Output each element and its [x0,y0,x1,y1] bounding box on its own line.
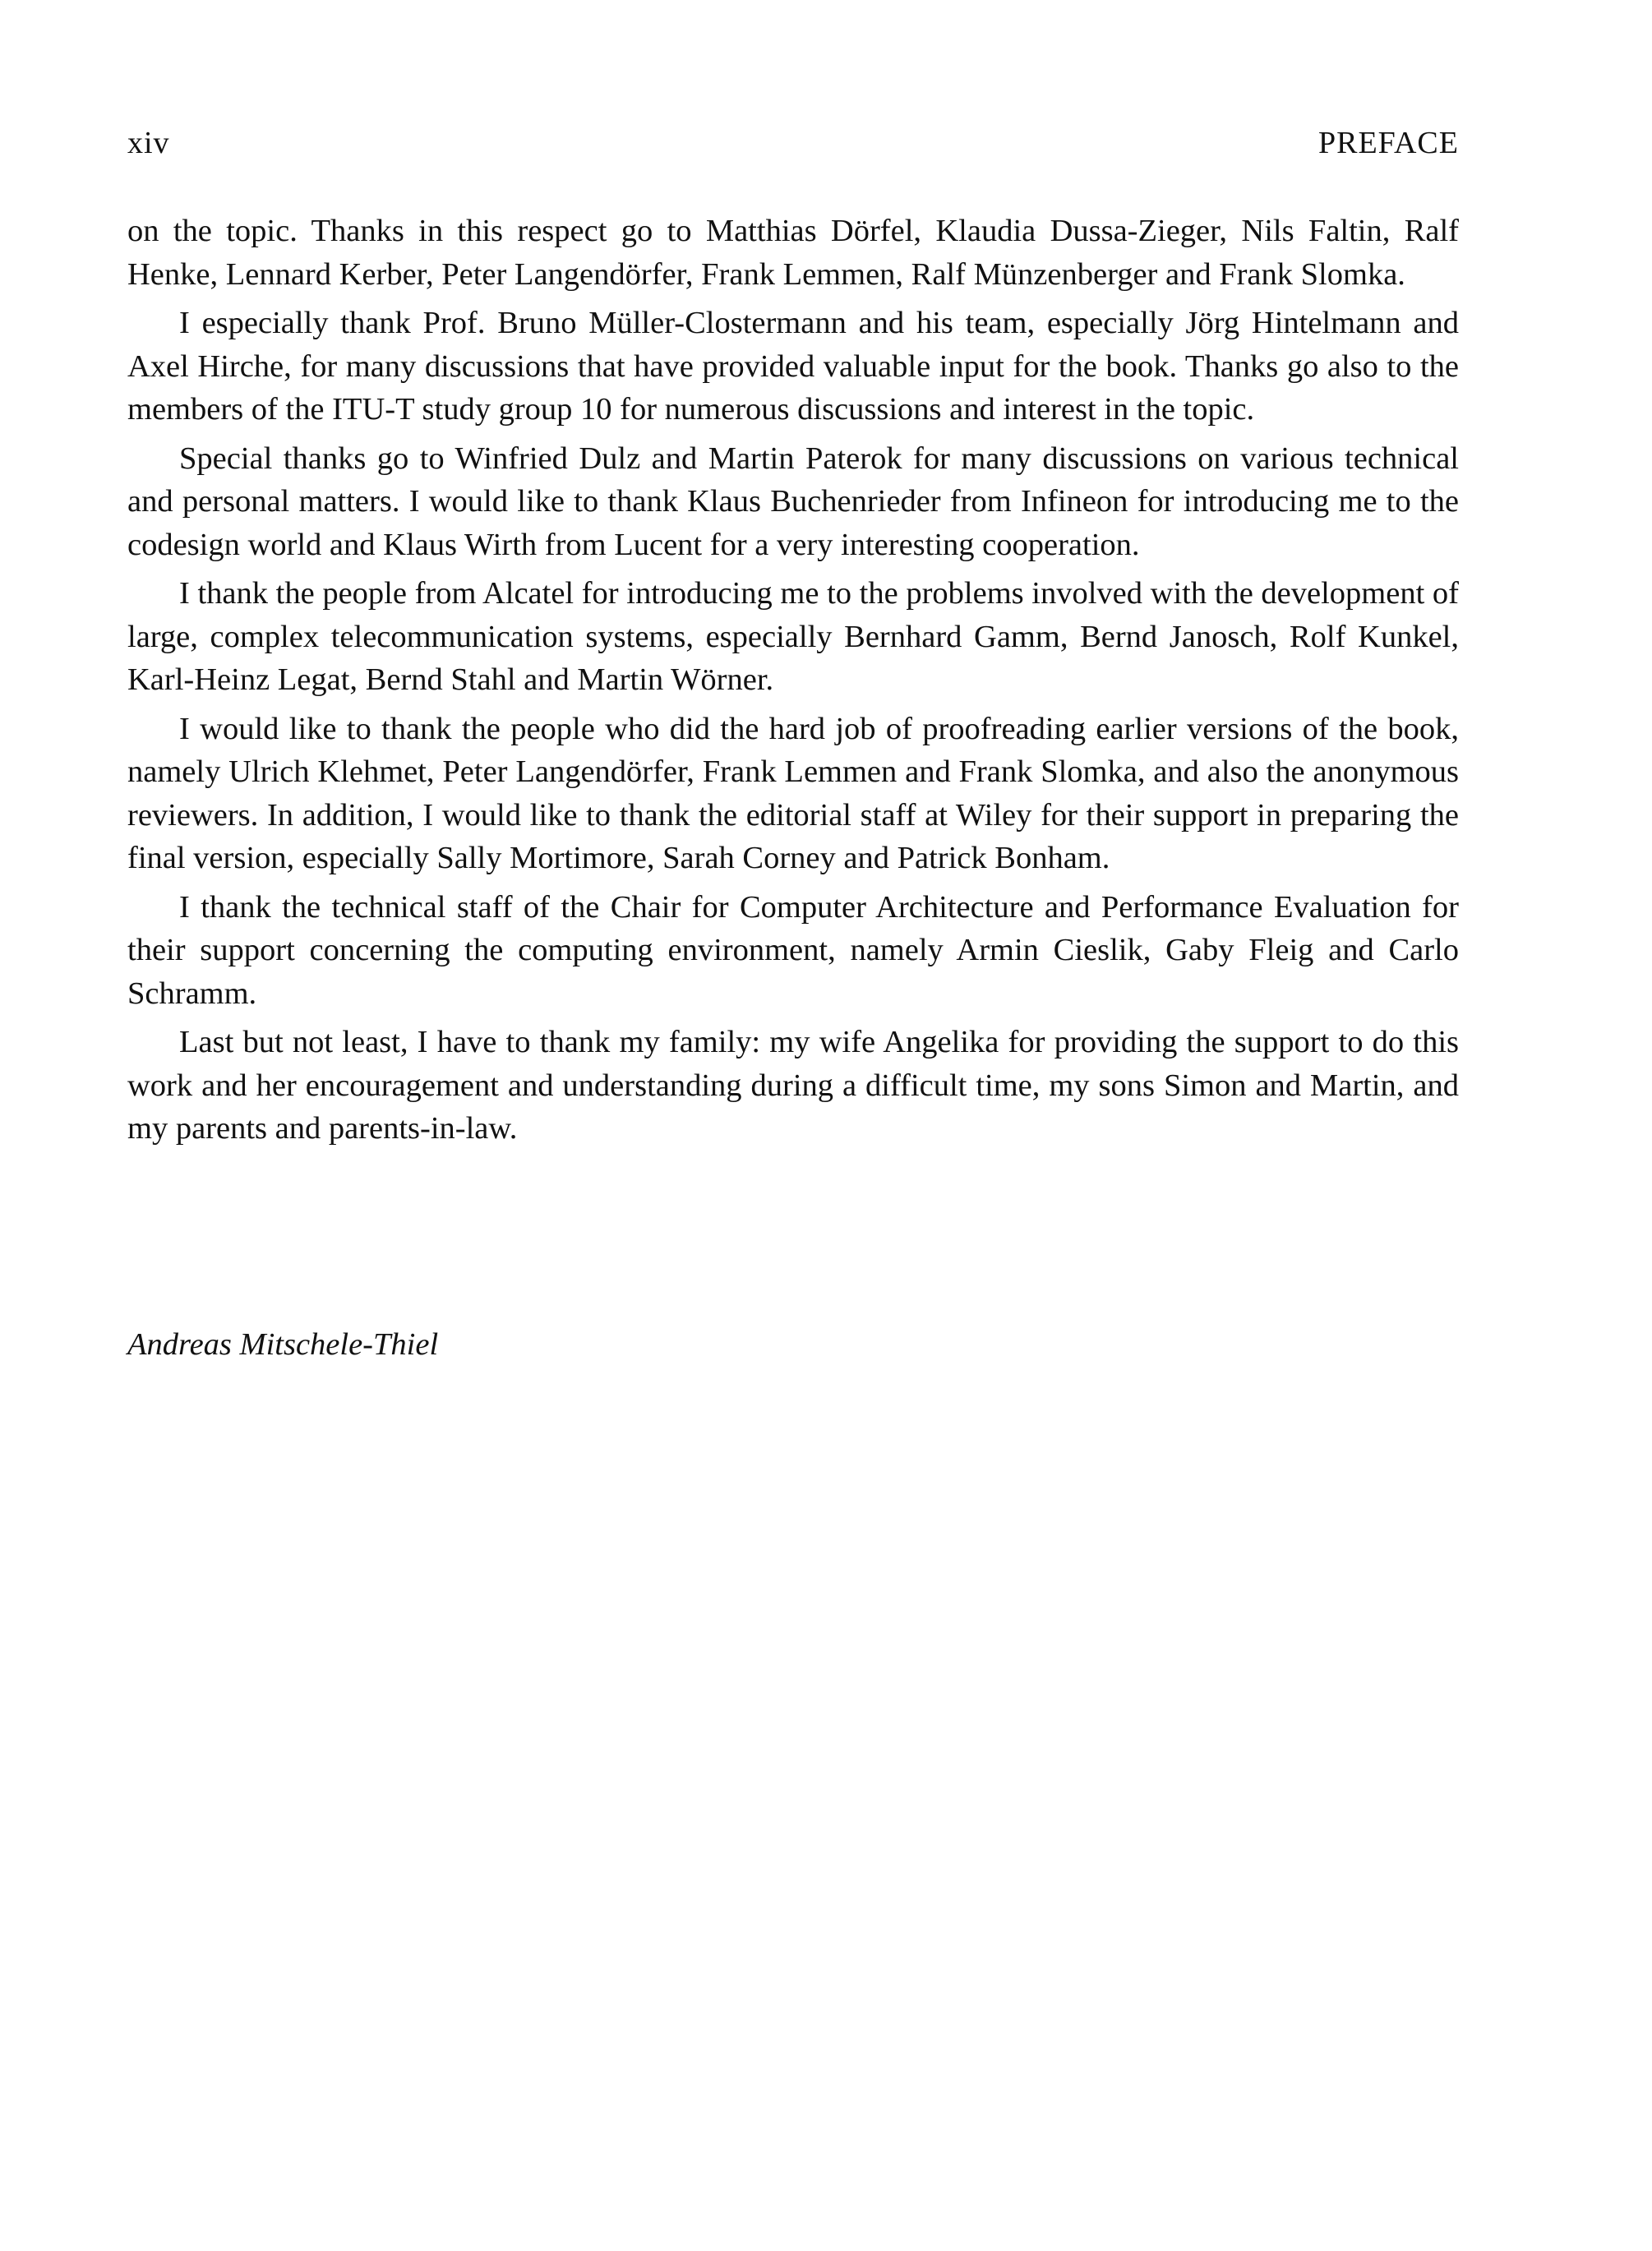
paragraph-continued: on the topic. Thanks in this respect go to Matthias Dörfel, Klaudia Dussa-Zieger, Nils Faltin, Ralf Henke, Lennard Kerber, Peter Langendörfer, Frank Lemmen, Ralf Münzenberger and Frank Slomka. [127,214,1459,292]
author-signature: Andreas Mitschele-Thiel [127,1327,439,1362]
page-number: xiv [127,126,170,160]
paragraph-proofreading: I would like to thank the people who did the hard job of proofreading earlier versions of the book, namely Ulrich Klehmet, Peter Langendörfer, Frank Lemmen and Frank Slomka, and also the anonymous reviewers. In addition, I would like to thank the editorial staff at Wiley for their support in preparing the final version, especially Sally Mortimore, Sarah Corney and Patrick Bonham. [127,711,1459,875]
paragraph-clostermann-team: I especially thank Prof. Bruno Müller-Clostermann and his team, especially Jörg Hintelmann and Axel Hirche, for many discussions that have provided valuable input for the book. Thanks go also to the members of the ITU-T study group 10 for numerous discussions and interest in the topic. [127,306,1459,427]
running-head [127,122,1459,164]
paragraph-special-thanks: Special thanks go to Winfried Dulz and Martin Paterok for many discussions on various technical and personal matters. I would like to thank Klaus Buchenrieder from Infineon for introducing me to the codesign world and Klaus Wirth from Lucent for a very interesting cooperation. [127,441,1459,562]
preface-body [127,210,1459,1151]
section-title: PREFACE [1317,126,1459,160]
paragraph-technical-staff: I thank the technical staff of the Chair for Computer Architecture and Performance Evaluation for their support concerning the computing environment, namely Armin Cieslik, Gaby Fleig and Carlo Schramm. [127,889,1459,1011]
paragraph-family: Last but not least, I have to thank my family: my wife Angelika for providing the support to do this work and her encouragement and understanding during a difficult time, my sons Simon and Martin, and my parents and parents-in-law. [127,1025,1459,1146]
paragraph-alcatel: I thank the people from Alcatel for introducing me to the problems involved with the development of large, complex telecommunication systems, especially Bernhard Gamm, Bernd Janosch, Rolf Kunkel, Karl-Heinz Legat, Bernd Stahl and Martin Wörner. [127,576,1459,697]
